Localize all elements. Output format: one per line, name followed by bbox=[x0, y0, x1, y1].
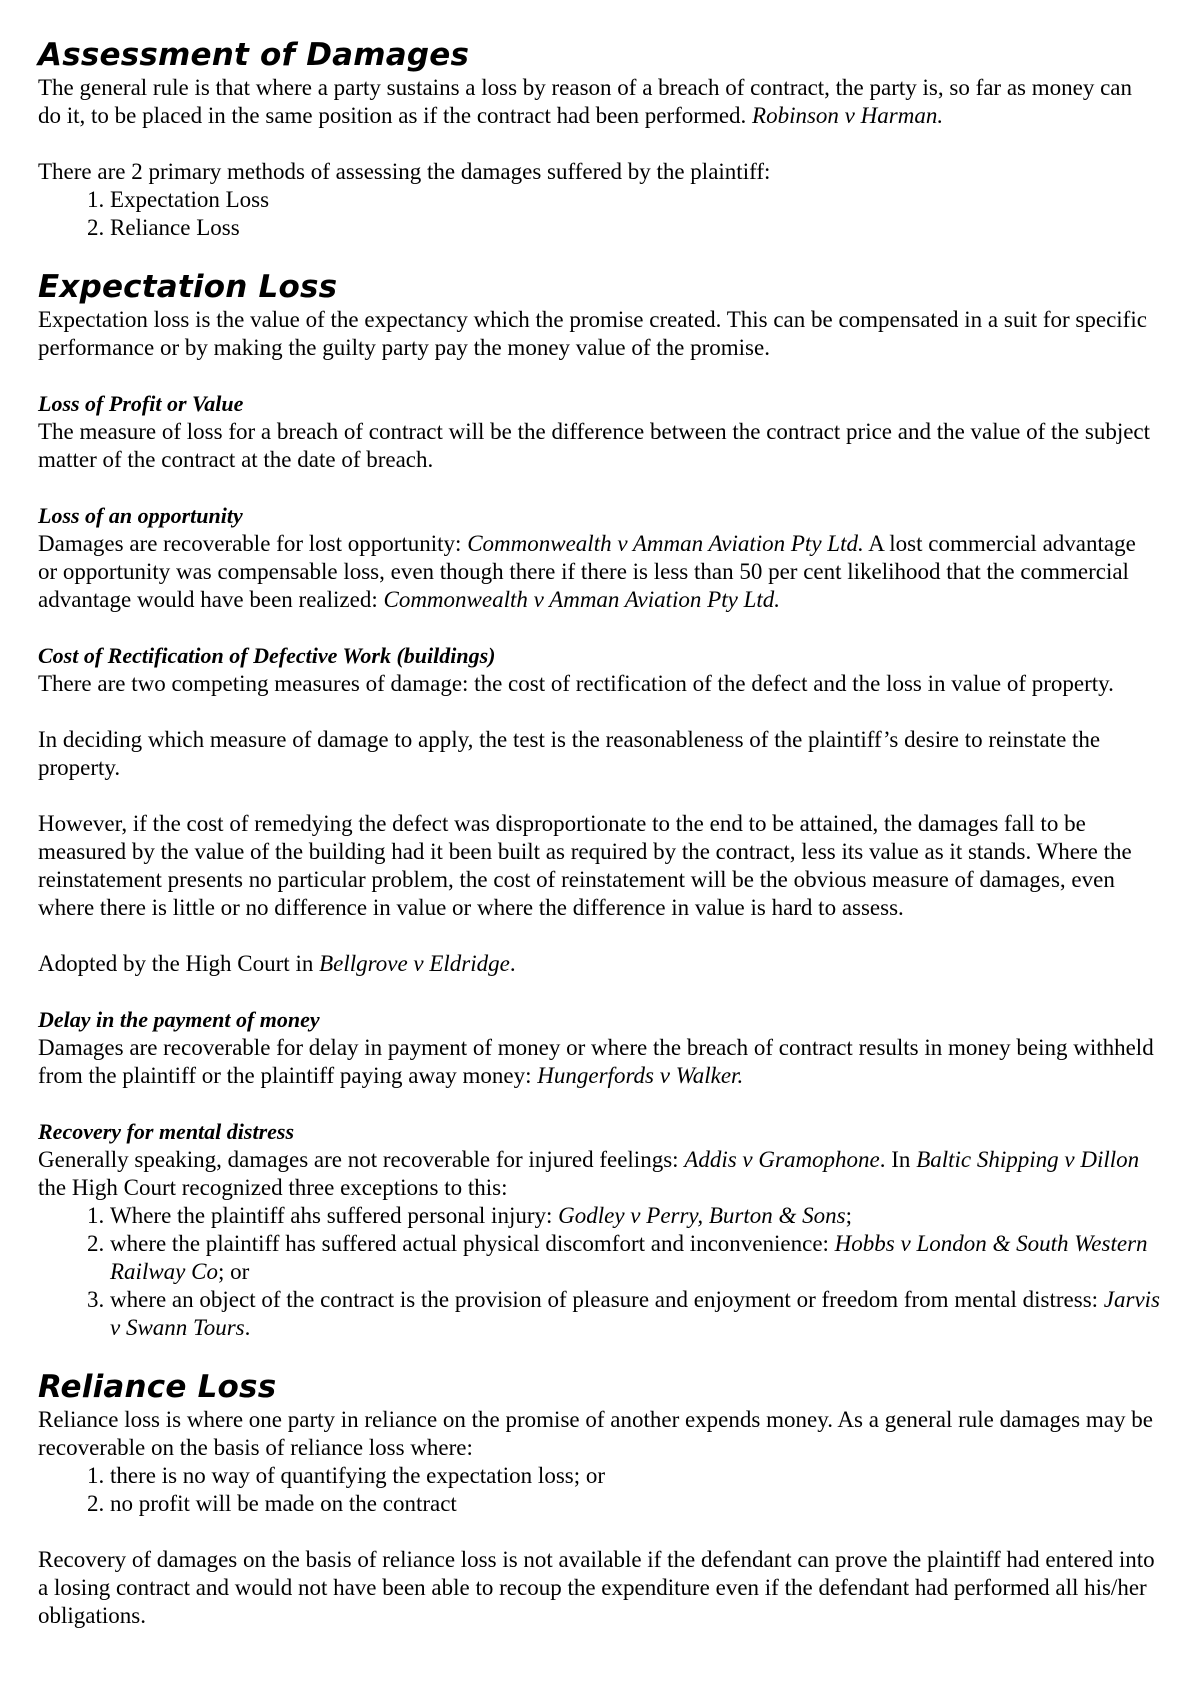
text-run: the High Court recognized three exceptions to this: bbox=[38, 1175, 508, 1200]
paragraph-reliance-intro: Reliance loss is where one party in reliance on the promise of another expends money. As a general rule damages may be recoverable on the basis of reliance loss where: bbox=[38, 1407, 1153, 1460]
subheading-cost-of-rectification: Cost of Rectification of Defective Work (buildings) bbox=[38, 643, 496, 668]
text-run: where the plaintiff has suffered actual physical discomfort and inconvenience: bbox=[110, 1231, 835, 1256]
general-rule-text: The general rule is that where a party sustains a loss by reason of a breach of contract, the party is, so far as money can do it, to be placed in the same position as if the contract had been performed. bbox=[38, 75, 1133, 128]
list-item: 2. Reliance Loss bbox=[110, 214, 1160, 242]
exceptions-list bbox=[38, 1202, 1160, 1342]
case-citation: Addis v Gramophone bbox=[684, 1147, 880, 1172]
paragraph-competing-measures: There are two competing measures of damage: the cost of rectification of the defect and the loss in value of property. bbox=[38, 671, 1114, 696]
paragraph-methods-intro: There are 2 primary methods of assessing the damages suffered by the plaintiff: bbox=[38, 159, 771, 184]
paragraph-reliance-closing: Recovery of damages on the basis of reliance loss is not available if the defendant can prove the plaintiff had entered into a losing contract and would not have been able to recoup the expenditure even if the defendant had performed all his/her obligations. bbox=[38, 1547, 1155, 1628]
text-run: Damages are recoverable for delay in payment of money or where the breach of contract results in money being withheld from the plaintiff or the plaintiff paying away money: bbox=[38, 1035, 1154, 1088]
text-run: Generally speaking, damages are not recoverable for injured feelings: bbox=[38, 1147, 685, 1172]
case-citation: Robinson v Harman. bbox=[752, 103, 944, 128]
paragraph-loss-of-opportunity bbox=[38, 530, 1160, 614]
list-item bbox=[110, 1202, 1160, 1230]
text-run: A lost commercial advantage or opportunity was compensable loss, even though there if there is less than 50 per cent likelihood that the commercial advantage would have been realized: bbox=[38, 531, 1136, 612]
case-citation: Bellgrove v Eldridge bbox=[319, 951, 510, 976]
reliance-conditions-list bbox=[38, 1462, 1160, 1518]
case-citation: Hobbs v London & South Western Railway Co bbox=[110, 1231, 1148, 1284]
text-run: Damages are recoverable for lost opportunity: bbox=[38, 531, 468, 556]
paragraph-general-rule bbox=[38, 74, 1160, 130]
heading-expectation-loss: Expectation Loss bbox=[38, 269, 338, 305]
text-run: Adopted by the High Court in bbox=[38, 951, 320, 976]
methods-list bbox=[38, 186, 1160, 242]
list-item: 2. no profit will be made on the contract bbox=[110, 1490, 1160, 1518]
case-citation: Baltic Shipping v Dillon bbox=[916, 1147, 1140, 1172]
case-citation: Hungerfords v Walker. bbox=[537, 1063, 744, 1088]
text-run: . bbox=[244, 1315, 251, 1340]
paragraph-disproportionate-cost: However, if the cost of remedying the defect was disproportionate to the end to be attained, the damages fall to be measured by the value of the building had it been built as required by the contract, less its value as it stands. Where the reinstatement presents no particular problem, the cost of reinstatement will be the obvious measure of damages, even where there is little or no difference in value or where the difference in value is hard to assess. bbox=[38, 811, 1132, 920]
text-run: Where the plaintiff ahs suffered personal injury: bbox=[110, 1203, 559, 1228]
case-citation: Commonwealth v Amman Aviation Pty Ltd. bbox=[383, 587, 781, 612]
paragraph-mental-distress bbox=[38, 1146, 1160, 1202]
heading-assessment-of-damages: Assessment of Damages bbox=[38, 37, 470, 73]
list-item bbox=[110, 1286, 1160, 1342]
subheading-delay-in-payment: Delay in the payment of money bbox=[38, 1007, 320, 1032]
case-citation: Commonwealth v Amman Aviation Pty Ltd. bbox=[467, 531, 864, 556]
list-item bbox=[110, 1230, 1160, 1286]
list-item: 1. there is no way of quantifying the expectation loss; or bbox=[110, 1462, 1160, 1490]
paragraph-loss-of-profit: The measure of loss for a breach of contract will be the difference between the contract price and the value of the subject matter of the contract at the date of breach. bbox=[38, 419, 1151, 472]
heading-reliance-loss: Reliance Loss bbox=[38, 1369, 277, 1405]
text-run: . bbox=[509, 951, 516, 976]
paragraph-reasonableness-test: In deciding which measure of damage to apply, the test is the reasonableness of the plaintiff’s desire to reinstate the property. bbox=[38, 727, 1101, 780]
paragraph-adopted-by-high-court bbox=[38, 950, 1160, 978]
subheading-mental-distress: Recovery for mental distress bbox=[38, 1119, 295, 1144]
subheading-loss-of-profit: Loss of Profit or Value bbox=[38, 391, 244, 416]
text-run: ; bbox=[845, 1203, 852, 1228]
text-run: where an object of the contract is the provision of pleasure and enjoyment or freedom from mental distress: bbox=[110, 1287, 1104, 1312]
text-run: ; or bbox=[217, 1259, 250, 1284]
text-run: . In bbox=[879, 1147, 917, 1172]
paragraph-delay-in-payment bbox=[38, 1034, 1160, 1090]
paragraph-expectation-intro: Expectation loss is the value of the expectancy which the promise created. This can be compensated in a suit for specific performance or by making the guilty party pay the money value of the promise. bbox=[38, 307, 1147, 360]
subheading-loss-of-opportunity: Loss of an opportunity bbox=[38, 503, 243, 528]
case-citation: Jarvis v Swann Tours bbox=[110, 1287, 1161, 1340]
case-citation: Godley v Perry, Burton & Sons bbox=[558, 1203, 846, 1228]
list-item: 1. Expectation Loss bbox=[110, 186, 1160, 214]
